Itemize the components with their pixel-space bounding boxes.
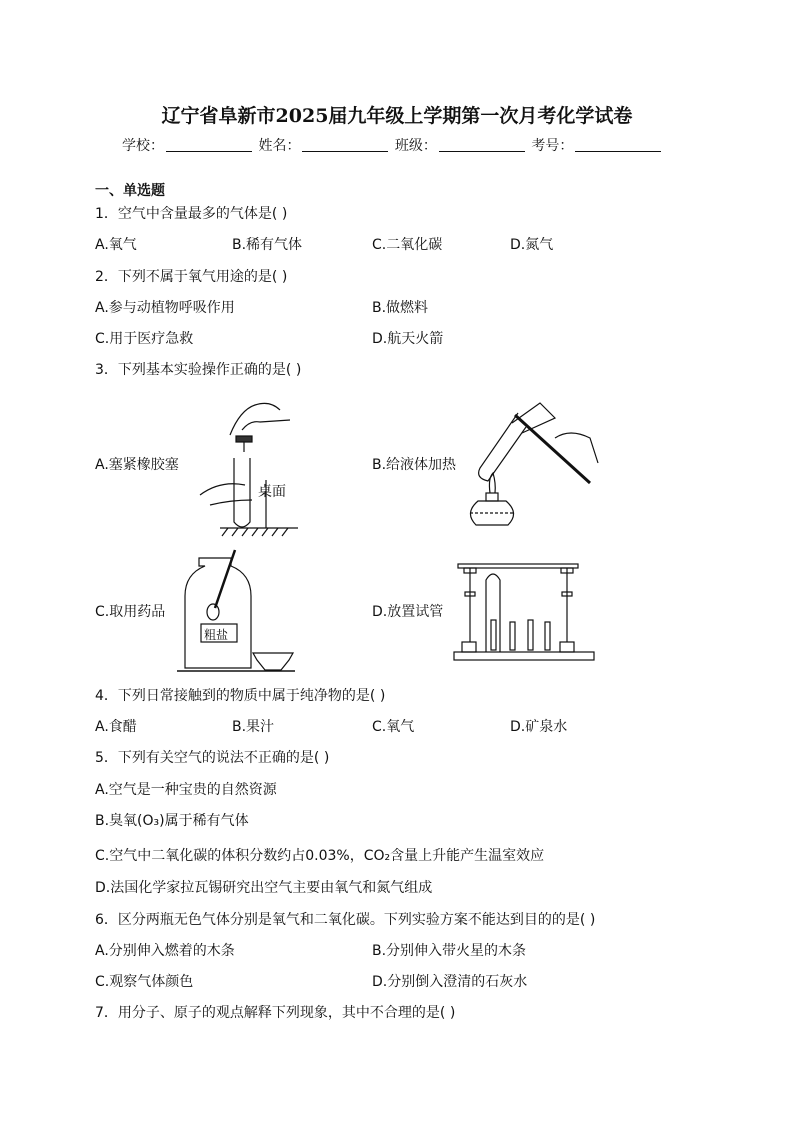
option: A.参与动植物呼吸作用 <box>95 300 235 316</box>
option: D.法国化学家拉瓦锡研究出空气主要由氧气和氮气组成 <box>95 880 433 896</box>
option: B.稀有气体 <box>232 237 303 253</box>
student-info <box>122 137 663 155</box>
option: C.空气中二氧化碳的体积分数约占0.03%，CO₂含量上升能产生温室效应 <box>95 848 545 864</box>
name-label: 姓名： <box>258 138 301 154</box>
school-blank[interactable] <box>166 137 252 152</box>
option: C.取用药品 <box>95 604 166 620</box>
option: D.氮气 <box>510 237 554 253</box>
option: A.氧气 <box>95 237 137 253</box>
salt-label: 粗盐 <box>204 628 229 642</box>
hand-icon <box>230 403 290 435</box>
option: C.二氧化碳 <box>372 237 443 253</box>
option: C.用于医疗急救 <box>95 331 194 347</box>
option: A.分别伸入燃着的木条 <box>95 943 235 959</box>
option: B.臭氧(O₃)属于稀有气体 <box>95 813 249 829</box>
question-stem: 3．下列基本实验操作正确的是( ) <box>95 362 302 378</box>
option: A.塞紧橡胶塞 <box>95 457 179 473</box>
question-stem: 6．区分两瓶无色气体分别是氧气和二氧化碳。下列实验方案不能达到目的的是( ) <box>95 912 596 928</box>
option: D.矿泉水 <box>510 719 568 735</box>
reagent-figure <box>175 548 295 676</box>
number-blank[interactable] <box>575 137 661 152</box>
option: B.果汁 <box>232 719 275 735</box>
name-blank[interactable] <box>302 137 388 152</box>
reagent-bottle-icon <box>185 558 251 668</box>
option: D.航天火箭 <box>372 331 444 347</box>
question-stem: 5．下列有关空气的说法不正确的是( ) <box>95 750 330 766</box>
exam-title: 辽宁省阜新市2025届九年级上学期第一次月考化学试卷 <box>161 105 633 127</box>
option: B.给液体加热 <box>372 457 457 473</box>
question-stem: 2．下列不属于氧气用途的是( ) <box>95 269 288 285</box>
school-label: 学校： <box>122 138 164 154</box>
option: C.氧气 <box>372 719 415 735</box>
test-tube-icon <box>479 413 526 481</box>
option: A.食醋 <box>95 719 137 735</box>
question-stem: 4．下列日常接触到的物质中属于纯净物的是( ) <box>95 688 386 704</box>
option: D.放置试管 <box>372 604 444 620</box>
option: B.分别伸入带火星的木条 <box>372 943 527 959</box>
flame-icon <box>489 473 495 493</box>
stopper-figure <box>190 390 300 540</box>
question-stem: 7．用分子、原子的观点解释下列现象，其中不合理的是( ) <box>95 1005 456 1021</box>
test-tube-rack-figure <box>452 562 597 662</box>
desk-label: 桌面 <box>258 484 286 500</box>
number-label: 考号： <box>531 138 574 154</box>
heating-figure <box>460 393 600 528</box>
dish-icon <box>253 653 293 670</box>
option: D.分别倒入澄清的石灰水 <box>372 974 528 990</box>
class-label: 班级： <box>394 138 437 154</box>
option: B.做燃料 <box>372 300 429 316</box>
option: C.观察气体颜色 <box>95 974 194 990</box>
question-stem: 1．空气中含量最多的气体是( ) <box>95 206 288 222</box>
option: A.空气是一种宝贵的自然资源 <box>95 782 277 798</box>
section-heading: 一、单选题 <box>95 183 165 199</box>
class-blank[interactable] <box>439 137 525 152</box>
